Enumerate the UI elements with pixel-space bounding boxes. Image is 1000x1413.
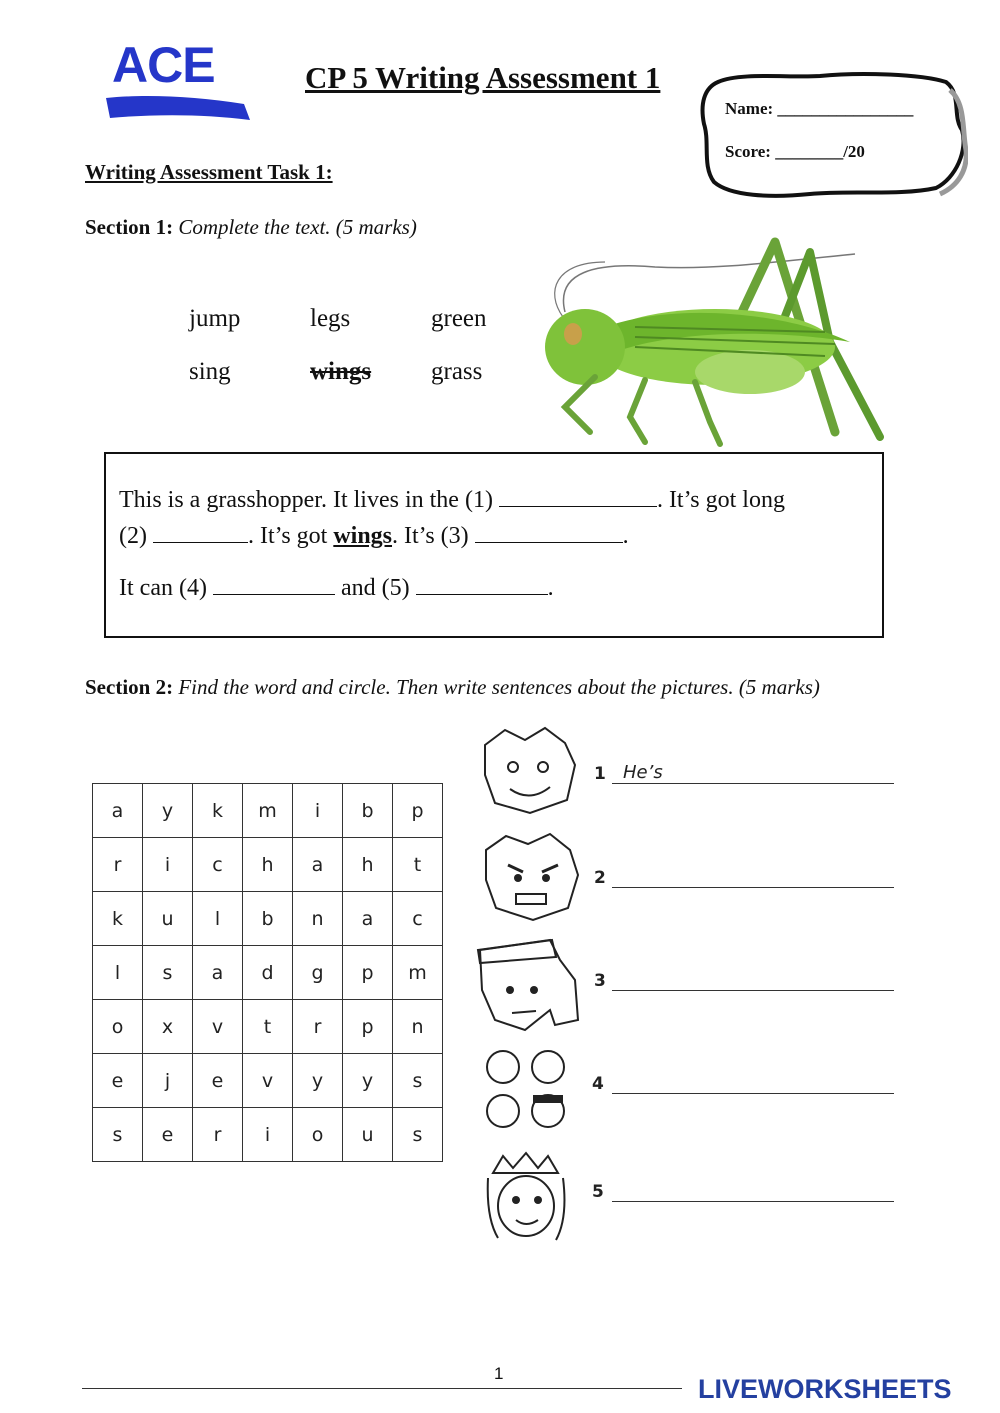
grid-cell[interactable]: g bbox=[293, 946, 343, 1000]
blank-3[interactable] bbox=[475, 524, 623, 543]
question-number: 3 bbox=[594, 971, 606, 991]
section2-instruction: Find the word and circle. Then write sentences about the pictures. (5 marks) bbox=[178, 675, 820, 699]
logo-swoosh-icon bbox=[104, 90, 254, 125]
grid-cell[interactable]: k bbox=[93, 892, 143, 946]
bank-word: sing bbox=[189, 358, 231, 385]
page-title: CP 5 Writing Assessment 1 bbox=[305, 60, 661, 95]
blank-5[interactable] bbox=[416, 576, 548, 595]
grid-row bbox=[93, 892, 443, 946]
grid-cell[interactable]: t bbox=[393, 838, 443, 892]
grid-row bbox=[93, 1000, 443, 1054]
face-angry-boy-icon bbox=[478, 830, 588, 925]
blank-1[interactable] bbox=[499, 488, 657, 507]
grid-cell[interactable]: i bbox=[293, 784, 343, 838]
passage-line-1: This is a grasshopper. It lives in the (1) . It’s got long bbox=[119, 487, 785, 513]
grid-cell[interactable]: l bbox=[193, 892, 243, 946]
bank-word: grass bbox=[431, 358, 483, 385]
grid-row bbox=[93, 1108, 443, 1162]
answer-line-3[interactable] bbox=[612, 989, 894, 991]
grid-cell[interactable]: s bbox=[393, 1108, 443, 1162]
passage-line-3: It can (4) and (5) . bbox=[119, 575, 554, 601]
grid-row bbox=[93, 838, 443, 892]
grid-cell[interactable]: h bbox=[343, 838, 393, 892]
grid-cell[interactable]: i bbox=[243, 1108, 293, 1162]
grid-cell[interactable]: s bbox=[93, 1108, 143, 1162]
blank-2[interactable] bbox=[153, 524, 248, 543]
answer-line-2[interactable] bbox=[612, 886, 894, 888]
grid-cell[interactable]: o bbox=[93, 1000, 143, 1054]
grid-cell[interactable]: p bbox=[393, 784, 443, 838]
grid-cell[interactable]: p bbox=[343, 946, 393, 1000]
answer-line-5[interactable] bbox=[612, 1200, 894, 1202]
name-score-cloud bbox=[700, 70, 968, 200]
grasshopper-image bbox=[535, 232, 890, 447]
grid-cell[interactable]: b bbox=[343, 784, 393, 838]
section2-label: Section 2: bbox=[85, 675, 174, 699]
ace-logo-text: ACE bbox=[112, 37, 215, 93]
grid-cell[interactable]: c bbox=[393, 892, 443, 946]
grid-cell[interactable]: e bbox=[143, 1108, 193, 1162]
question-number: 4 bbox=[592, 1074, 604, 1094]
score-field: Score: ________/20 bbox=[725, 142, 865, 161]
bank-word: legs bbox=[310, 305, 351, 332]
grid-cell[interactable]: n bbox=[393, 1000, 443, 1054]
grid-cell[interactable]: r bbox=[293, 1000, 343, 1054]
question-number: 5 bbox=[592, 1182, 604, 1202]
face-princess-icon bbox=[478, 1148, 573, 1248]
grid-cell[interactable]: m bbox=[243, 784, 293, 838]
grid-cell[interactable]: k bbox=[193, 784, 243, 838]
grid-cell[interactable]: d bbox=[243, 946, 293, 1000]
grid-cell[interactable]: a bbox=[93, 784, 143, 838]
blank-4[interactable] bbox=[213, 576, 335, 595]
grid-cell[interactable]: t bbox=[243, 1000, 293, 1054]
page-number: 1 bbox=[494, 1364, 504, 1383]
name-field[interactable]: Name: ________________ bbox=[725, 99, 914, 118]
grid-cell[interactable]: m bbox=[393, 946, 443, 1000]
grid-cell[interactable]: a bbox=[293, 838, 343, 892]
grid-cell[interactable]: p bbox=[343, 1000, 393, 1054]
face-girl-sad-icon bbox=[470, 935, 585, 1035]
grid-cell[interactable]: o bbox=[293, 1108, 343, 1162]
answer-line-4[interactable] bbox=[612, 1092, 894, 1094]
bank-word-crossed: wings bbox=[310, 358, 372, 385]
question-number: 2 bbox=[594, 868, 606, 888]
bank-word: green bbox=[431, 305, 487, 332]
passage-line-2: (2) . It’s got wings. It’s (3) . bbox=[119, 523, 629, 549]
section1-label: Section 1: bbox=[85, 215, 174, 239]
example-answer: He’s bbox=[623, 762, 663, 783]
grid-cell[interactable]: e bbox=[193, 1054, 243, 1108]
grid-cell[interactable]: u bbox=[143, 892, 193, 946]
bank-word: jump bbox=[189, 305, 241, 332]
grid-cell[interactable]: v bbox=[193, 1000, 243, 1054]
section2-heading bbox=[85, 675, 820, 700]
grid-cell[interactable]: n bbox=[293, 892, 343, 946]
face-group-icon bbox=[478, 1045, 578, 1135]
grid-cell[interactable]: v bbox=[243, 1054, 293, 1108]
word-search-grid bbox=[92, 783, 443, 1162]
face-happy-boy-icon bbox=[475, 725, 585, 815]
grid-cell[interactable]: j bbox=[143, 1054, 193, 1108]
grid-cell[interactable]: y bbox=[293, 1054, 343, 1108]
question-number: 1 bbox=[594, 764, 606, 784]
answer-line-1[interactable] bbox=[612, 782, 894, 784]
grid-cell[interactable]: s bbox=[143, 946, 193, 1000]
grid-row bbox=[93, 946, 443, 1000]
grid-row bbox=[93, 784, 443, 838]
section1-heading bbox=[85, 215, 417, 240]
grid-cell[interactable]: r bbox=[193, 1108, 243, 1162]
grid-cell[interactable]: l bbox=[93, 946, 143, 1000]
grid-cell[interactable]: a bbox=[343, 892, 393, 946]
grid-cell[interactable]: r bbox=[93, 838, 143, 892]
task-heading: Writing Assessment Task 1: bbox=[85, 160, 333, 184]
grid-cell[interactable]: h bbox=[243, 838, 293, 892]
grid-cell[interactable]: b bbox=[243, 892, 293, 946]
grid-cell[interactable]: y bbox=[143, 784, 193, 838]
grid-cell[interactable]: x bbox=[143, 1000, 193, 1054]
grid-cell[interactable]: e bbox=[93, 1054, 143, 1108]
grid-cell[interactable]: s bbox=[393, 1054, 443, 1108]
grid-cell[interactable]: c bbox=[193, 838, 243, 892]
grid-cell[interactable]: i bbox=[143, 838, 193, 892]
liveworksheets-brand: LIVEWORKSHEETS bbox=[698, 1374, 952, 1404]
grid-cell[interactable]: y bbox=[343, 1054, 393, 1108]
grid-row bbox=[93, 1054, 443, 1108]
grid-cell[interactable]: a bbox=[193, 946, 243, 1000]
grid-cell[interactable]: u bbox=[343, 1108, 393, 1162]
section1-instruction: Complete the text. (5 marks) bbox=[178, 215, 417, 239]
footer-divider bbox=[82, 1388, 682, 1389]
